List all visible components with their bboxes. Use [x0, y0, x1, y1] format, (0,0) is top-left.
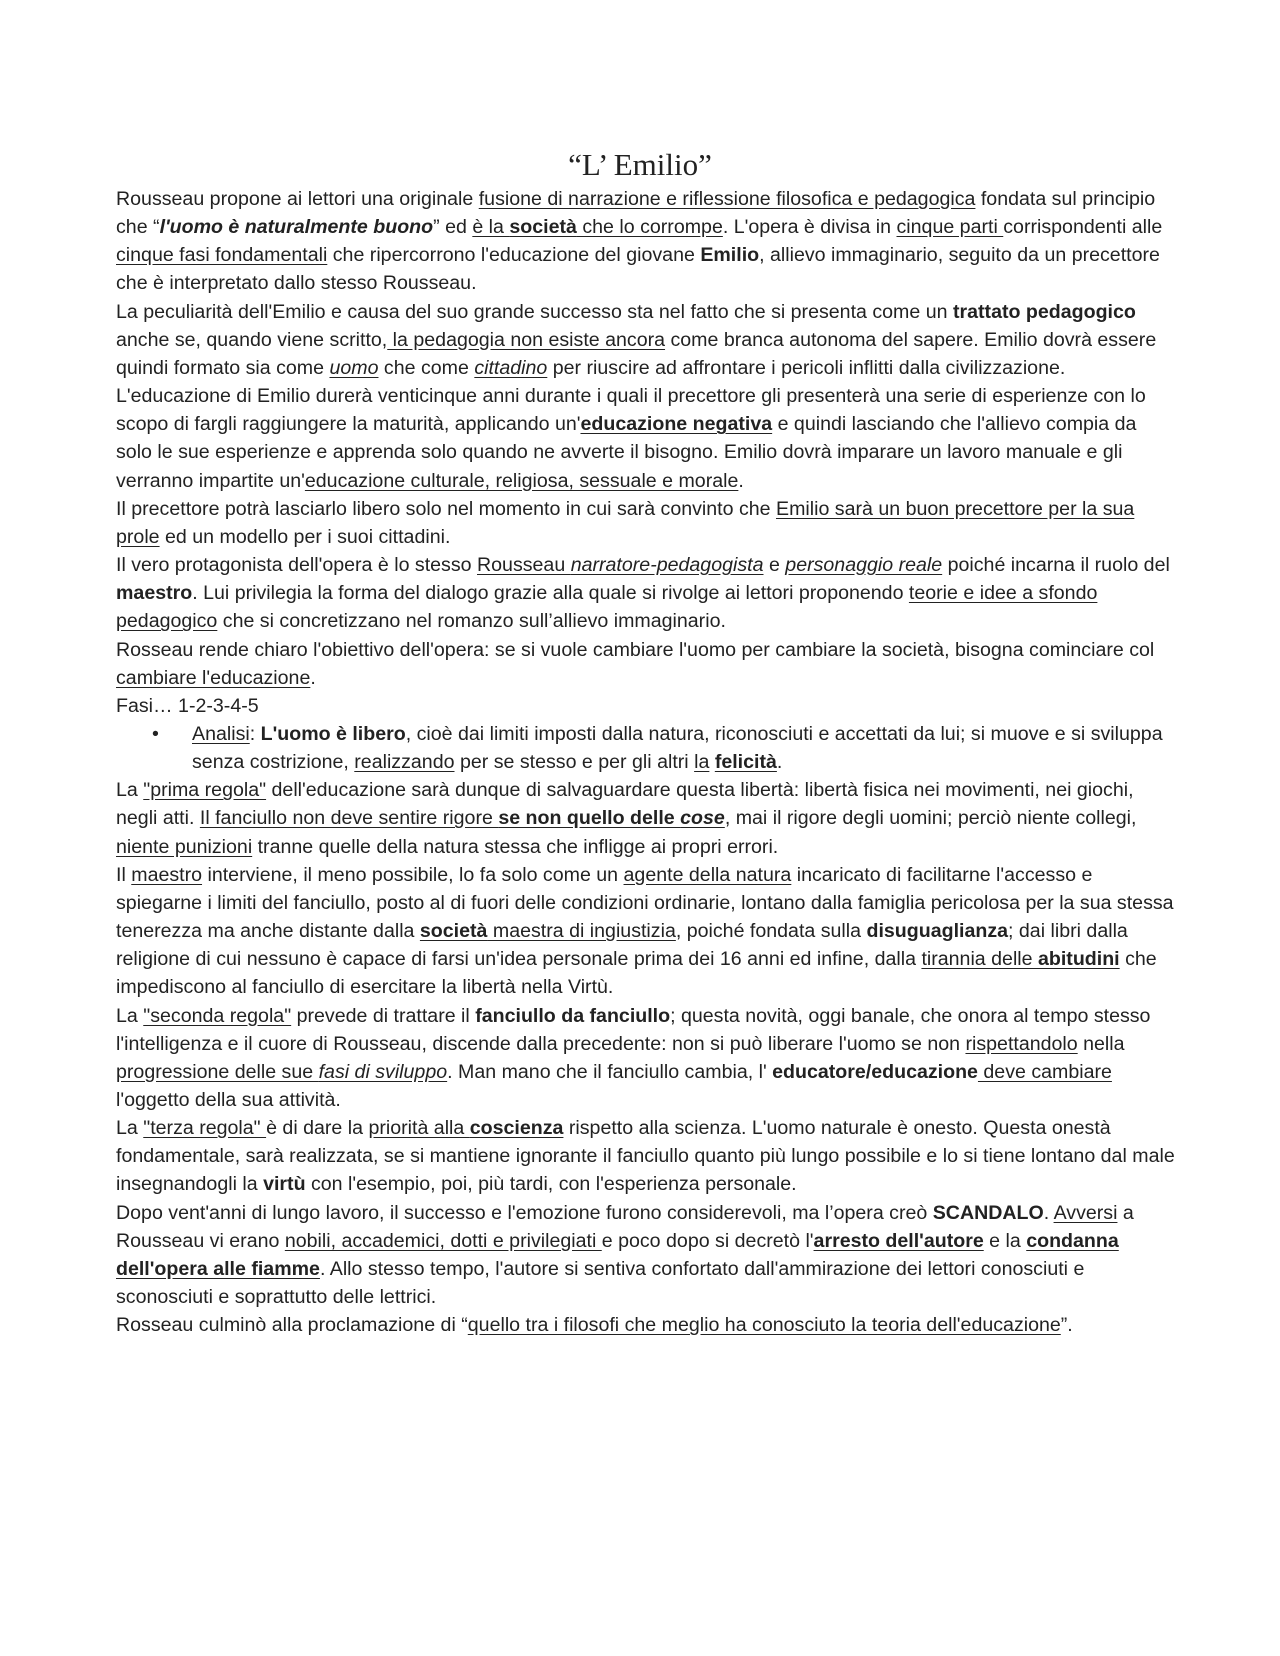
- text: Rosseau rende chiaro l'obiettivo dell'opera: se si vuole cambiare l'uomo per cambiare la società, bisogna cominciare col: [116, 638, 1155, 661]
- text: come branca autonoma del sapere. Emilio dovrà essere quindi formato sia come: [116, 328, 1157, 379]
- underlined-text: fusione di narrazione e riflessione filosofica e pedagogica: [478, 188, 976, 210]
- text: ”.: [1060, 1314, 1073, 1337]
- underlined-bold-text: condanna dell'opera alle fiamme: [116, 1229, 1119, 1280]
- list-item: [116, 720, 1176, 776]
- underlined-bold-text: coscienza: [469, 1117, 564, 1140]
- text: per riuscire ad affrontare i pericoli inflitti dalla civilizzazione. L'educazione di Emilio durerà venticinque anni durante i quali il precettore gli presenterà una serie di esperienze con lo scopo di fargli raggiungere la maturità, applicando un': [116, 356, 1146, 436]
- underlined-text: progressione delle sue: [116, 1060, 319, 1083]
- underlined-italic-text: uomo: [329, 356, 379, 379]
- text: . Lui privilegia la forma del dialogo grazie alla quale si rivolge ai lettori proponendo: [192, 582, 909, 605]
- underlined-text: agente della natura: [623, 863, 792, 886]
- text: Dopo vent'anni di lungo lavoro, il successo e l'emozione furono considerevoli, ma l’opera creò: [116, 1201, 933, 1224]
- underlined-italic-text: personaggio reale: [785, 554, 943, 577]
- text: ; dai libri dalla religione di cui nessuno è capace di farsi un'idea personale prima dei 16 anni ed infine, dalla: [116, 920, 1128, 971]
- paragraph-seconda-regola: [116, 1002, 1176, 1115]
- text: .: [738, 469, 744, 492]
- text: fondata sul principio che “: [116, 188, 1156, 239]
- paragraph-obiettivo: [116, 636, 1176, 692]
- text: La peculiarità dell'Emilio e causa del suo grande successo sta nel fatto che si presenta come un: [116, 300, 953, 323]
- text: e quindi lasciando che l'allievo compia da solo le sue esperienze e apprenda solo quando ne avverte il bisogno. Emilio dovrà imparare un lavoro manuale e gli verranno impartite un': [116, 413, 1137, 492]
- underlined-text: deve cambiare: [977, 1060, 1112, 1083]
- text: Rousseau propone ai lettori una originale: [116, 188, 479, 210]
- paragraph-protagonista: [116, 551, 1176, 635]
- text: .: [1043, 1201, 1054, 1224]
- text: rispetto alla scienza. L'uomo naturale è onesto. Questa onestà fondamentale, sarà realizzata, se si mantiene ignorante il fanciullo quanto più lungo possibile e lo si tiene lontano dal male insegnandogli la: [116, 1117, 1175, 1196]
- text: che si concretizzano nel romanzo sull’allievo immaginario.: [217, 610, 726, 633]
- underlined-text: la pedagogia non esiste ancora: [387, 328, 666, 351]
- text: nella: [1077, 1032, 1125, 1055]
- text: Il precettore potrà lasciarlo libero solo nel momento in cui sarà convinto che: [116, 497, 776, 520]
- underlined-text: tirannia delle: [921, 948, 1038, 971]
- paragraph-fasi: Fasi… 1-2-3-4-5: [116, 694, 259, 717]
- underlined-text: che lo corrompe: [576, 216, 723, 239]
- underlined-text: nobili, accademici, dotti e privilegiati: [284, 1229, 602, 1252]
- text: a Rousseau vi erano: [116, 1201, 1134, 1252]
- text: poiché incarna il ruolo del: [942, 554, 1170, 577]
- underlined-text: "terza regola": [143, 1117, 267, 1140]
- text: interviene, il meno possibile, lo fa solo come un: [202, 863, 624, 886]
- text: l'oggetto della sua attività.: [116, 1089, 341, 1111]
- bold-text: trattato pedagogico: [952, 300, 1136, 323]
- text: che impediscono al fanciullo di esercitare la libertà nella Virtù.: [116, 948, 1157, 999]
- text: . L'opera è divisa in: [722, 216, 897, 239]
- text: .: [776, 751, 783, 774]
- bold-text: disuguaglianza: [866, 920, 1009, 943]
- text: con l'esempio, poi, più tardi, con l'esperienza personale.: [305, 1173, 797, 1196]
- text: anche se, quando viene scritto,: [116, 328, 388, 351]
- text: e poco dopo si decretò l': [601, 1229, 814, 1252]
- paragraph-prima-regola: [116, 776, 1176, 860]
- text: e la: [983, 1229, 1027, 1252]
- text: che ripercorrono l'educazione del giovane: [327, 244, 701, 267]
- text: incaricato di facilitarne l'accesso e spiegarne i limiti del fanciullo, posto al di fuori delle condizioni ordinarie, lontano dalla famiglia pericolosa per la sua stessa tenerezza ma anche distante dalla: [116, 863, 1174, 943]
- underlined-bold-text: abitudini: [1038, 948, 1120, 971]
- paragraph-maestro: [116, 861, 1176, 1002]
- underlined-bold-italic-text: cose: [680, 807, 725, 830]
- underlined-text: la: [694, 751, 710, 774]
- underlined-text: maestra di ingiustizia: [487, 920, 676, 943]
- underlined-bold-text: se non quello delle: [498, 807, 681, 830]
- underlined-text: realizzando: [354, 751, 455, 774]
- underlined-bold-text: felicità: [714, 751, 777, 774]
- underlined-text: teorie e idee a sfondo pedagogico: [116, 582, 1098, 633]
- text: che come: [378, 356, 475, 379]
- underlined-text: cinque fasi fondamentali: [116, 244, 328, 267]
- bold-text: Emilio: [700, 244, 760, 267]
- text: , allievo immaginario, seguito da un precettore che è interpretato dallo stesso Rousseau.: [116, 244, 1160, 295]
- text: . Allo stesso tempo, l'autore si sentiva confortato dall'ammirazione dei lettori conosciuti e sconosciuti e soprattutto delle lettrici.: [116, 1257, 1085, 1309]
- underlined-text: è la: [472, 216, 510, 239]
- text: , poiché fondata sulla: [675, 920, 867, 943]
- underlined-text: rispettandolo: [965, 1032, 1078, 1055]
- text: Il vero protagonista dell'opera è lo stesso: [116, 554, 477, 577]
- bold-text: maestro: [116, 582, 193, 605]
- text: La: [116, 1117, 144, 1140]
- text: Rosseau culminò alla proclamazione di “: [116, 1314, 468, 1337]
- bold-text: virtù: [263, 1173, 306, 1196]
- bold-text: fanciullo da fanciullo: [475, 1004, 671, 1027]
- text: La: [116, 779, 144, 802]
- underlined-text: maestro: [131, 863, 203, 886]
- underlined-text: cambiare l'educazione: [116, 666, 311, 689]
- document-body: [116, 185, 1176, 1339]
- text: , cioè dai limiti imposti dalla natura, riconosciuti e accettati da lui; si muove e si sviluppa senza costrizione,: [192, 722, 1163, 774]
- text: dell'educazione sarà dunque di salvaguardare questa libertà: libertà fisica nei movimenti, nei giochi, negli atti.: [116, 779, 1134, 830]
- underlined-text: Il fanciullo non deve sentire rigore: [199, 807, 499, 830]
- underlined-text: Avversi: [1053, 1201, 1118, 1224]
- paragraph-proclamazione: [116, 1311, 1176, 1339]
- paragraph-intro: [116, 185, 1176, 298]
- text: Il: [116, 863, 132, 886]
- underlined-text: "seconda regola": [143, 1004, 292, 1027]
- underlined-text: cinque parti: [896, 216, 1004, 239]
- underlined-bold-text: arresto dell'autore: [813, 1229, 984, 1252]
- text: La: [116, 1004, 144, 1027]
- text: corrispondenti alle: [1003, 216, 1163, 239]
- underlined-italic-text: cittadino: [474, 356, 548, 379]
- quote-text: l'uomo è naturalmente buono: [159, 216, 434, 239]
- underlined-text: priorità alla: [368, 1117, 470, 1140]
- bold-text: L'uomo è libero: [260, 722, 406, 745]
- text: tranne quelle della natura stessa che infligge ai propri errori.: [252, 835, 779, 858]
- underlined-bold-text: società: [419, 920, 488, 943]
- paragraph-precettore: [116, 495, 1176, 551]
- text: e: [763, 554, 786, 577]
- paragraph-peculiarita: [116, 298, 1176, 495]
- bold-text: SCANDALO: [932, 1201, 1044, 1224]
- paragraph-scandalo: [116, 1199, 1176, 1312]
- paragraph-terza-regola: [116, 1114, 1176, 1198]
- page-title: “L’ Emilio”: [568, 147, 712, 182]
- text: ; questa novità, oggi banale, che onora al tempo stesso l'intelligenza e il cuore di Rousseau, discende dalla precedente: non si può liberare l'uomo se non: [116, 1004, 1151, 1055]
- underlined-text: niente punizioni: [116, 835, 253, 858]
- bold-text: educatore/educazione: [772, 1060, 978, 1083]
- underlined-text: quello tra i filosofi che meglio ha conosciuto la teoria dell'educazione: [467, 1314, 1061, 1337]
- text: .: [310, 666, 316, 689]
- text: ed un modello per i suoi cittadini.: [159, 525, 451, 548]
- underlined-italic-text: fasi di sviluppo: [318, 1060, 448, 1083]
- text: , mai il rigore degli uomini; perciò niente collegi,: [724, 807, 1137, 830]
- underlined-italic-text: narratore-pedagogista: [570, 554, 764, 577]
- text: è di dare la: [266, 1117, 369, 1140]
- text: . Man mano che il fanciullo cambia, l': [447, 1060, 773, 1083]
- text: :: [249, 722, 261, 745]
- text: per se stesso e per gli altri: [454, 751, 695, 774]
- underlined-bold-text: educazione negativa: [580, 413, 773, 436]
- underlined-text: Emilio sarà un buon precettore per la sua prole: [116, 497, 1135, 548]
- underlined-bold-text: società: [509, 216, 577, 239]
- underlined-text: educazione culturale, religiosa, sessuale e morale: [304, 469, 739, 492]
- underlined-text: "prima regola": [143, 779, 267, 802]
- underlined-text: Analisi: [192, 722, 250, 745]
- text: ” ed: [433, 216, 473, 239]
- bullet-icon: •: [152, 722, 159, 745]
- text: prevede di trattare il: [291, 1004, 476, 1027]
- underlined-text: Rousseau: [477, 554, 571, 577]
